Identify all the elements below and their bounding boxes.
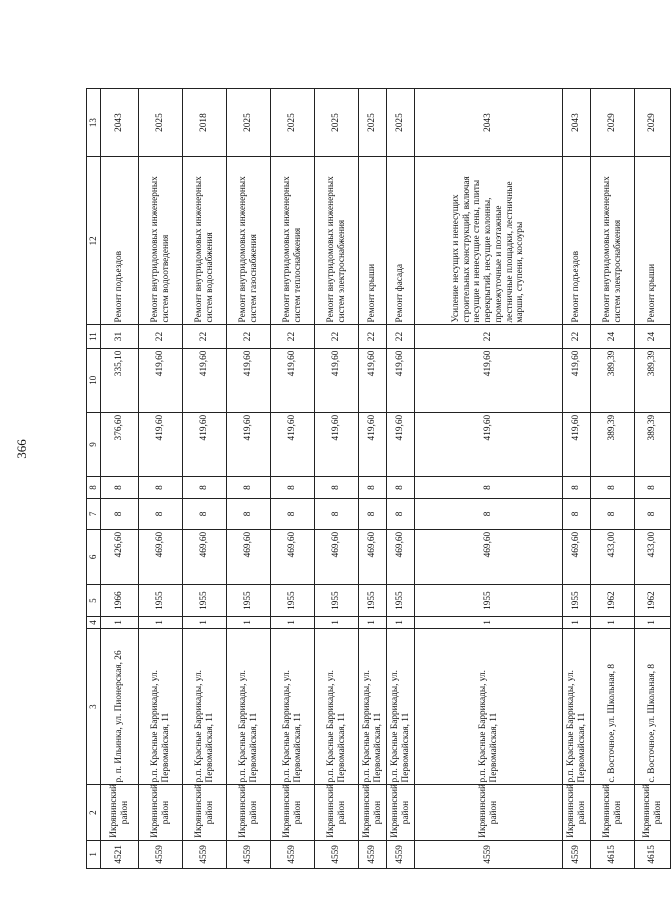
table-cell: с. Восточное, ул. Школьная, 8 — [635, 628, 671, 785]
table-cell: 433,00 — [591, 529, 635, 584]
table-cell: 1 — [387, 617, 415, 629]
column-header: 3 — [87, 628, 101, 785]
table-cell: 389,39 — [635, 412, 671, 476]
table-cell: 2025 — [227, 89, 271, 157]
table-cell: Ремонт подъездов — [563, 157, 591, 325]
table-row — [315, 89, 359, 869]
table-cell: Ремонт фасада — [387, 157, 415, 325]
table-cell: р.п. Красные Баррикады, ул. Первомайская, 11 — [387, 628, 415, 785]
table-cell: 2029 — [591, 89, 635, 157]
column-header: 9 — [87, 412, 101, 476]
table-cell: 8 — [359, 498, 387, 529]
table-cell: 8 — [387, 498, 415, 529]
table-cell: 22 — [271, 325, 315, 348]
table-cell: 419,60 — [315, 412, 359, 476]
table-row — [227, 89, 271, 869]
column-header: 13 — [87, 89, 101, 157]
table-cell: 8 — [271, 498, 315, 529]
table-cell: 419,60 — [563, 348, 591, 412]
table-cell: 469,60 — [315, 529, 359, 584]
table-cell: 22 — [315, 325, 359, 348]
table-cell: 1 — [563, 617, 591, 629]
table-cell: Икрянинский район — [183, 785, 227, 840]
table-cell: 1955 — [415, 585, 563, 617]
table-cell: Ремонт внутридомовых инженерных систем водоотведения — [139, 157, 183, 325]
table-cell: 2043 — [415, 89, 563, 157]
table-cell: 8 — [591, 477, 635, 499]
column-header: 4 — [87, 617, 101, 629]
table-cell: 24 — [635, 325, 671, 348]
rotated-table-wrapper — [86, 88, 663, 869]
table-cell: 419,60 — [359, 412, 387, 476]
table-cell: р.п. Красные Баррикады, ул. Первомайская, 11 — [563, 628, 591, 785]
table-cell: 389,39 — [591, 348, 635, 412]
table-cell: Ремонт крыши — [359, 157, 387, 325]
page-number: 366 — [14, 439, 29, 459]
table-cell: 419,60 — [387, 348, 415, 412]
table-cell: 2018 — [183, 89, 227, 157]
table-cell: 31 — [101, 325, 139, 348]
table-cell: р.п. Красные Баррикады, ул. Первомайская, 11 — [359, 628, 387, 785]
table-row — [101, 89, 139, 869]
table-body — [101, 89, 671, 869]
table-cell: 2043 — [101, 89, 139, 157]
table-cell: 22 — [139, 325, 183, 348]
table-cell: 8 — [359, 477, 387, 499]
table-cell: 419,60 — [227, 348, 271, 412]
table-cell: 1955 — [387, 585, 415, 617]
table-cell: 419,60 — [415, 348, 563, 412]
table-cell: 419,60 — [271, 412, 315, 476]
table-cell: 419,60 — [271, 348, 315, 412]
table-cell: 8 — [271, 477, 315, 499]
table-cell: 469,60 — [227, 529, 271, 584]
table-cell: Ремонт внутридомовых инженерных систем газоснабжения — [227, 157, 271, 325]
table-cell: р.п. Красные Баррикады, ул. Первомайская, 11 — [315, 628, 359, 785]
table-cell: р.п. Красные Баррикады, ул. Первомайская, 11 — [183, 628, 227, 785]
table-cell: 1 — [139, 617, 183, 629]
table-cell: 1 — [591, 617, 635, 629]
column-header: 2 — [87, 785, 101, 840]
table-cell: 4615 — [635, 840, 671, 868]
table-cell: Икрянинский район — [591, 785, 635, 840]
table-cell: 469,60 — [359, 529, 387, 584]
table-cell: 2025 — [387, 89, 415, 157]
table-cell: 1 — [635, 617, 671, 629]
column-header: 1 — [87, 840, 101, 868]
table-cell: 419,60 — [359, 348, 387, 412]
table-cell: 389,39 — [635, 348, 671, 412]
table-cell: Икрянинский район — [101, 785, 139, 840]
table-cell: 419,60 — [415, 412, 563, 476]
table-cell: 24 — [591, 325, 635, 348]
table-cell: 8 — [591, 498, 635, 529]
table-cell: 8 — [227, 477, 271, 499]
table-cell: 4615 — [591, 840, 635, 868]
table-cell: 2025 — [315, 89, 359, 157]
table-cell: Икрянинский район — [227, 785, 271, 840]
table-cell: 1955 — [359, 585, 387, 617]
table-cell: 469,60 — [183, 529, 227, 584]
table-cell: Ремонт внутридомовых инженерных систем электроснабжения — [591, 157, 635, 325]
table-cell: 4559 — [387, 840, 415, 868]
table-cell: р.п. Красные Баррикады, ул. Первомайская, 11 — [271, 628, 315, 785]
table-cell: 4521 — [101, 840, 139, 868]
column-number-row — [87, 89, 101, 869]
table-cell: 2043 — [563, 89, 591, 157]
table-cell: р. п. Ильинка, ул. Пионерская, 26 — [101, 628, 139, 785]
table-cell: 1955 — [271, 585, 315, 617]
table-cell: 1 — [315, 617, 359, 629]
table-cell: 335,10 — [101, 348, 139, 412]
table-row — [139, 89, 183, 869]
table-cell: 8 — [415, 477, 563, 499]
table-cell: 1955 — [227, 585, 271, 617]
table-cell: 2025 — [359, 89, 387, 157]
table-cell: 22 — [183, 325, 227, 348]
column-header: 10 — [87, 348, 101, 412]
table-cell: Усиление несущих и ненесущих строительных конструкций, включая несущие и ненесущие стены, плиты перекрытий, несущие колонны, промежуточные и поэтажные лестничные площадки, лестничные марши, ступени, косоуры — [415, 157, 563, 325]
table-cell: 22 — [563, 325, 591, 348]
table-cell: 419,60 — [183, 412, 227, 476]
table-cell: 8 — [563, 477, 591, 499]
table-row — [359, 89, 387, 869]
table-cell: 8 — [635, 498, 671, 529]
table-row — [271, 89, 315, 869]
table-cell: 4559 — [271, 840, 315, 868]
table-cell: Икрянинский район — [271, 785, 315, 840]
table-cell: 8 — [101, 477, 139, 499]
table-cell: 22 — [387, 325, 415, 348]
table-cell: 1955 — [315, 585, 359, 617]
column-header: 6 — [87, 529, 101, 584]
table-cell: 4559 — [415, 840, 563, 868]
table-cell: р.п. Красные Баррикады, ул. Первомайская, 11 — [227, 628, 271, 785]
table-cell: 469,60 — [415, 529, 563, 584]
table-cell: 376,60 — [101, 412, 139, 476]
table-cell: 419,60 — [139, 348, 183, 412]
table-cell: 4559 — [315, 840, 359, 868]
table-cell: 4559 — [359, 840, 387, 868]
table-cell: 2025 — [139, 89, 183, 157]
table-cell: 22 — [415, 325, 563, 348]
table-cell: 8 — [183, 477, 227, 499]
table-cell: с. Восточное, ул. Школьная, 8 — [591, 628, 635, 785]
table-cell: 419,60 — [139, 412, 183, 476]
table-cell: 8 — [183, 498, 227, 529]
column-header: 8 — [87, 477, 101, 499]
repair-program-table — [86, 88, 671, 869]
table-cell: 8 — [415, 498, 563, 529]
table-row — [635, 89, 671, 869]
table-cell: р.п. Красные Баррикады, ул. Первомайская, 11 — [139, 628, 183, 785]
column-header: 5 — [87, 585, 101, 617]
table-cell: 4559 — [227, 840, 271, 868]
table-cell: 2025 — [271, 89, 315, 157]
table-row — [387, 89, 415, 869]
table-cell: 1962 — [591, 585, 635, 617]
table-cell: Икрянинский район — [415, 785, 563, 840]
table-cell: 1966 — [101, 585, 139, 617]
table-cell: Ремонт подъездов — [101, 157, 139, 325]
table-cell: 8 — [563, 498, 591, 529]
table-cell: 22 — [359, 325, 387, 348]
table-cell: Икрянинский район — [563, 785, 591, 840]
table-cell: 8 — [139, 498, 183, 529]
table-row — [591, 89, 635, 869]
table-cell: Икрянинский район — [387, 785, 415, 840]
column-header: 7 — [87, 498, 101, 529]
table-cell: 433,00 — [635, 529, 671, 584]
table-cell: 469,60 — [271, 529, 315, 584]
table-cell: Икрянинский район — [315, 785, 359, 840]
table-cell: 1 — [415, 617, 563, 629]
table-cell: Икрянинский район — [635, 785, 671, 840]
table-cell: 4559 — [183, 840, 227, 868]
table-cell: 8 — [315, 477, 359, 499]
table-cell: 1 — [359, 617, 387, 629]
table-cell: 8 — [387, 477, 415, 499]
table-cell: 469,60 — [387, 529, 415, 584]
table-cell: Икрянинский район — [359, 785, 387, 840]
table-cell: 469,60 — [563, 529, 591, 584]
table-cell: 1 — [183, 617, 227, 629]
table-cell: 1955 — [183, 585, 227, 617]
table-cell: 419,60 — [387, 412, 415, 476]
table-cell: 4559 — [139, 840, 183, 868]
table-cell: р.п. Красные Баррикады, ул. Первомайская, 11 — [415, 628, 563, 785]
table-cell: 1955 — [563, 585, 591, 617]
table-cell: Ремонт внутридомовых инженерных систем электроснабжения — [315, 157, 359, 325]
table-row — [183, 89, 227, 869]
table-cell: 2029 — [635, 89, 671, 157]
table-cell: 8 — [635, 477, 671, 499]
table-cell: 8 — [139, 477, 183, 499]
table-row — [415, 89, 563, 869]
table-cell: 419,60 — [563, 412, 591, 476]
table-cell: 1 — [101, 617, 139, 629]
table-cell: 1962 — [635, 585, 671, 617]
column-header: 12 — [87, 157, 101, 325]
table-cell: Ремонт внутридомовых инженерных систем водоснабжения — [183, 157, 227, 325]
table-cell: Икрянинский район — [139, 785, 183, 840]
table-cell: 1955 — [139, 585, 183, 617]
table-cell: 419,60 — [227, 412, 271, 476]
table-cell: 469,60 — [139, 529, 183, 584]
column-header: 11 — [87, 325, 101, 348]
table-cell: 8 — [315, 498, 359, 529]
table-cell: 419,60 — [183, 348, 227, 412]
table-row — [563, 89, 591, 869]
table-cell: 4559 — [563, 840, 591, 868]
table-cell: Ремонт крыши — [635, 157, 671, 325]
table-cell: 1 — [227, 617, 271, 629]
table-cell: Ремонт внутридомовых инженерных систем теплоснабжения — [271, 157, 315, 325]
table-cell: 8 — [227, 498, 271, 529]
table-cell: 389,39 — [591, 412, 635, 476]
table-cell: 8 — [101, 498, 139, 529]
table-cell: 22 — [227, 325, 271, 348]
table-cell: 1 — [271, 617, 315, 629]
table-cell: 419,60 — [315, 348, 359, 412]
table-cell: 426,60 — [101, 529, 139, 584]
